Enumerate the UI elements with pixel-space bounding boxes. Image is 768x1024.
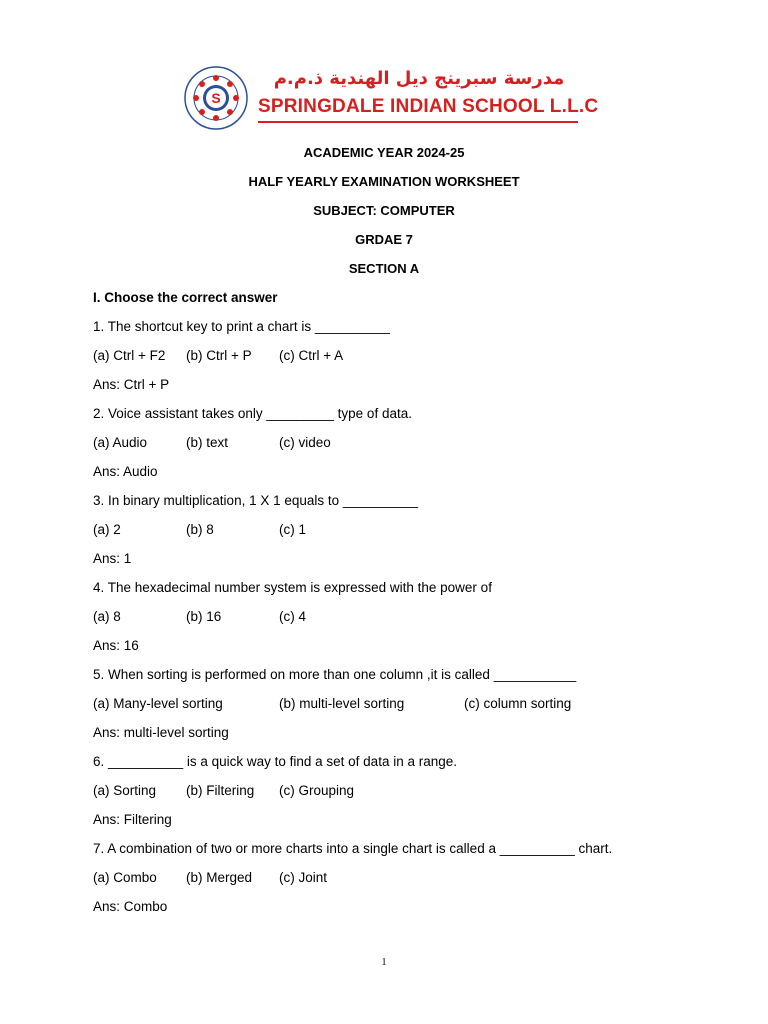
option-c: (c) Ctrl + A — [279, 348, 344, 363]
question-text: 4. The hexadecimal number system is expressed with the power of — [93, 580, 492, 595]
instruction: I. Choose the correct answer — [93, 290, 278, 305]
question-text: 3. In binary multiplication, 1 X 1 equals to __________ — [93, 493, 418, 508]
option-b: (b) 8 — [186, 522, 214, 537]
answer: Ans: Filtering — [93, 812, 172, 827]
exam-title: HALF YEARLY EXAMINATION WORKSHEET — [248, 174, 520, 189]
option-b: (b) Filtering — [186, 783, 255, 798]
option-a: (a) Audio — [93, 435, 148, 450]
option-b: (b) text — [186, 435, 229, 450]
school-name-arabic: مدرسة سبرينج ديل الهندية ذ.م.م — [273, 68, 565, 89]
option-c: (c) Grouping — [279, 783, 355, 798]
header-underline — [258, 121, 578, 123]
option-c: (c) 1 — [279, 522, 306, 537]
option-c: (c) column sorting — [464, 696, 572, 711]
answer: Ans: 16 — [93, 638, 139, 653]
answer: Ans: 1 — [93, 551, 132, 566]
answer: Ans: Audio — [93, 464, 158, 479]
option-b: (b) Merged — [186, 870, 253, 885]
page-number: 1 — [381, 957, 387, 968]
option-b: (b) multi-level sorting — [279, 696, 405, 711]
seal-letter: S — [211, 90, 221, 106]
option-a: (a) Ctrl + F2 — [93, 348, 166, 363]
question-text: 6. __________ is a quick way to find a set of data in a range. — [93, 754, 457, 769]
option-a: (a) 2 — [93, 522, 121, 537]
school-header — [184, 66, 599, 128]
question-text: 1. The shortcut key to print a chart is __________ — [93, 319, 390, 334]
answer: Ans: Combo — [93, 899, 168, 914]
answer: Ans: Ctrl + P — [93, 377, 170, 392]
school-name: SPRINGDALE INDIAN SCHOOL L.L.C — [258, 96, 599, 117]
answer: Ans: multi-level sorting — [93, 725, 229, 740]
school-seal-logo — [184, 66, 248, 130]
question-text: 5. When sorting is performed on more than one column ,it is called ___________ — [93, 667, 577, 682]
option-c: (c) 4 — [279, 609, 306, 624]
subject-title: SUBJECT: COMPUTER — [313, 203, 455, 218]
question-text: 7. A combination of two or more charts into a single chart is called a __________ chart. — [93, 841, 613, 856]
option-b: (b) 16 — [186, 609, 222, 624]
option-a: (a) 8 — [93, 609, 121, 624]
academic-year: ACADEMIC YEAR 2024-25 — [303, 145, 465, 160]
section-title: SECTION A — [348, 261, 420, 276]
question-text: 2. Voice assistant takes only _________ type of data. — [93, 406, 412, 421]
option-a: (a) Combo — [93, 870, 157, 885]
grade-title: GRDAE 7 — [355, 232, 413, 247]
option-c: (c) video — [279, 435, 331, 450]
option-a: (a) Sorting — [93, 783, 157, 798]
option-b: (b) Ctrl + P — [186, 348, 252, 363]
option-a: (a) Many-level sorting — [93, 696, 223, 711]
option-c: (c) Joint — [279, 870, 328, 885]
